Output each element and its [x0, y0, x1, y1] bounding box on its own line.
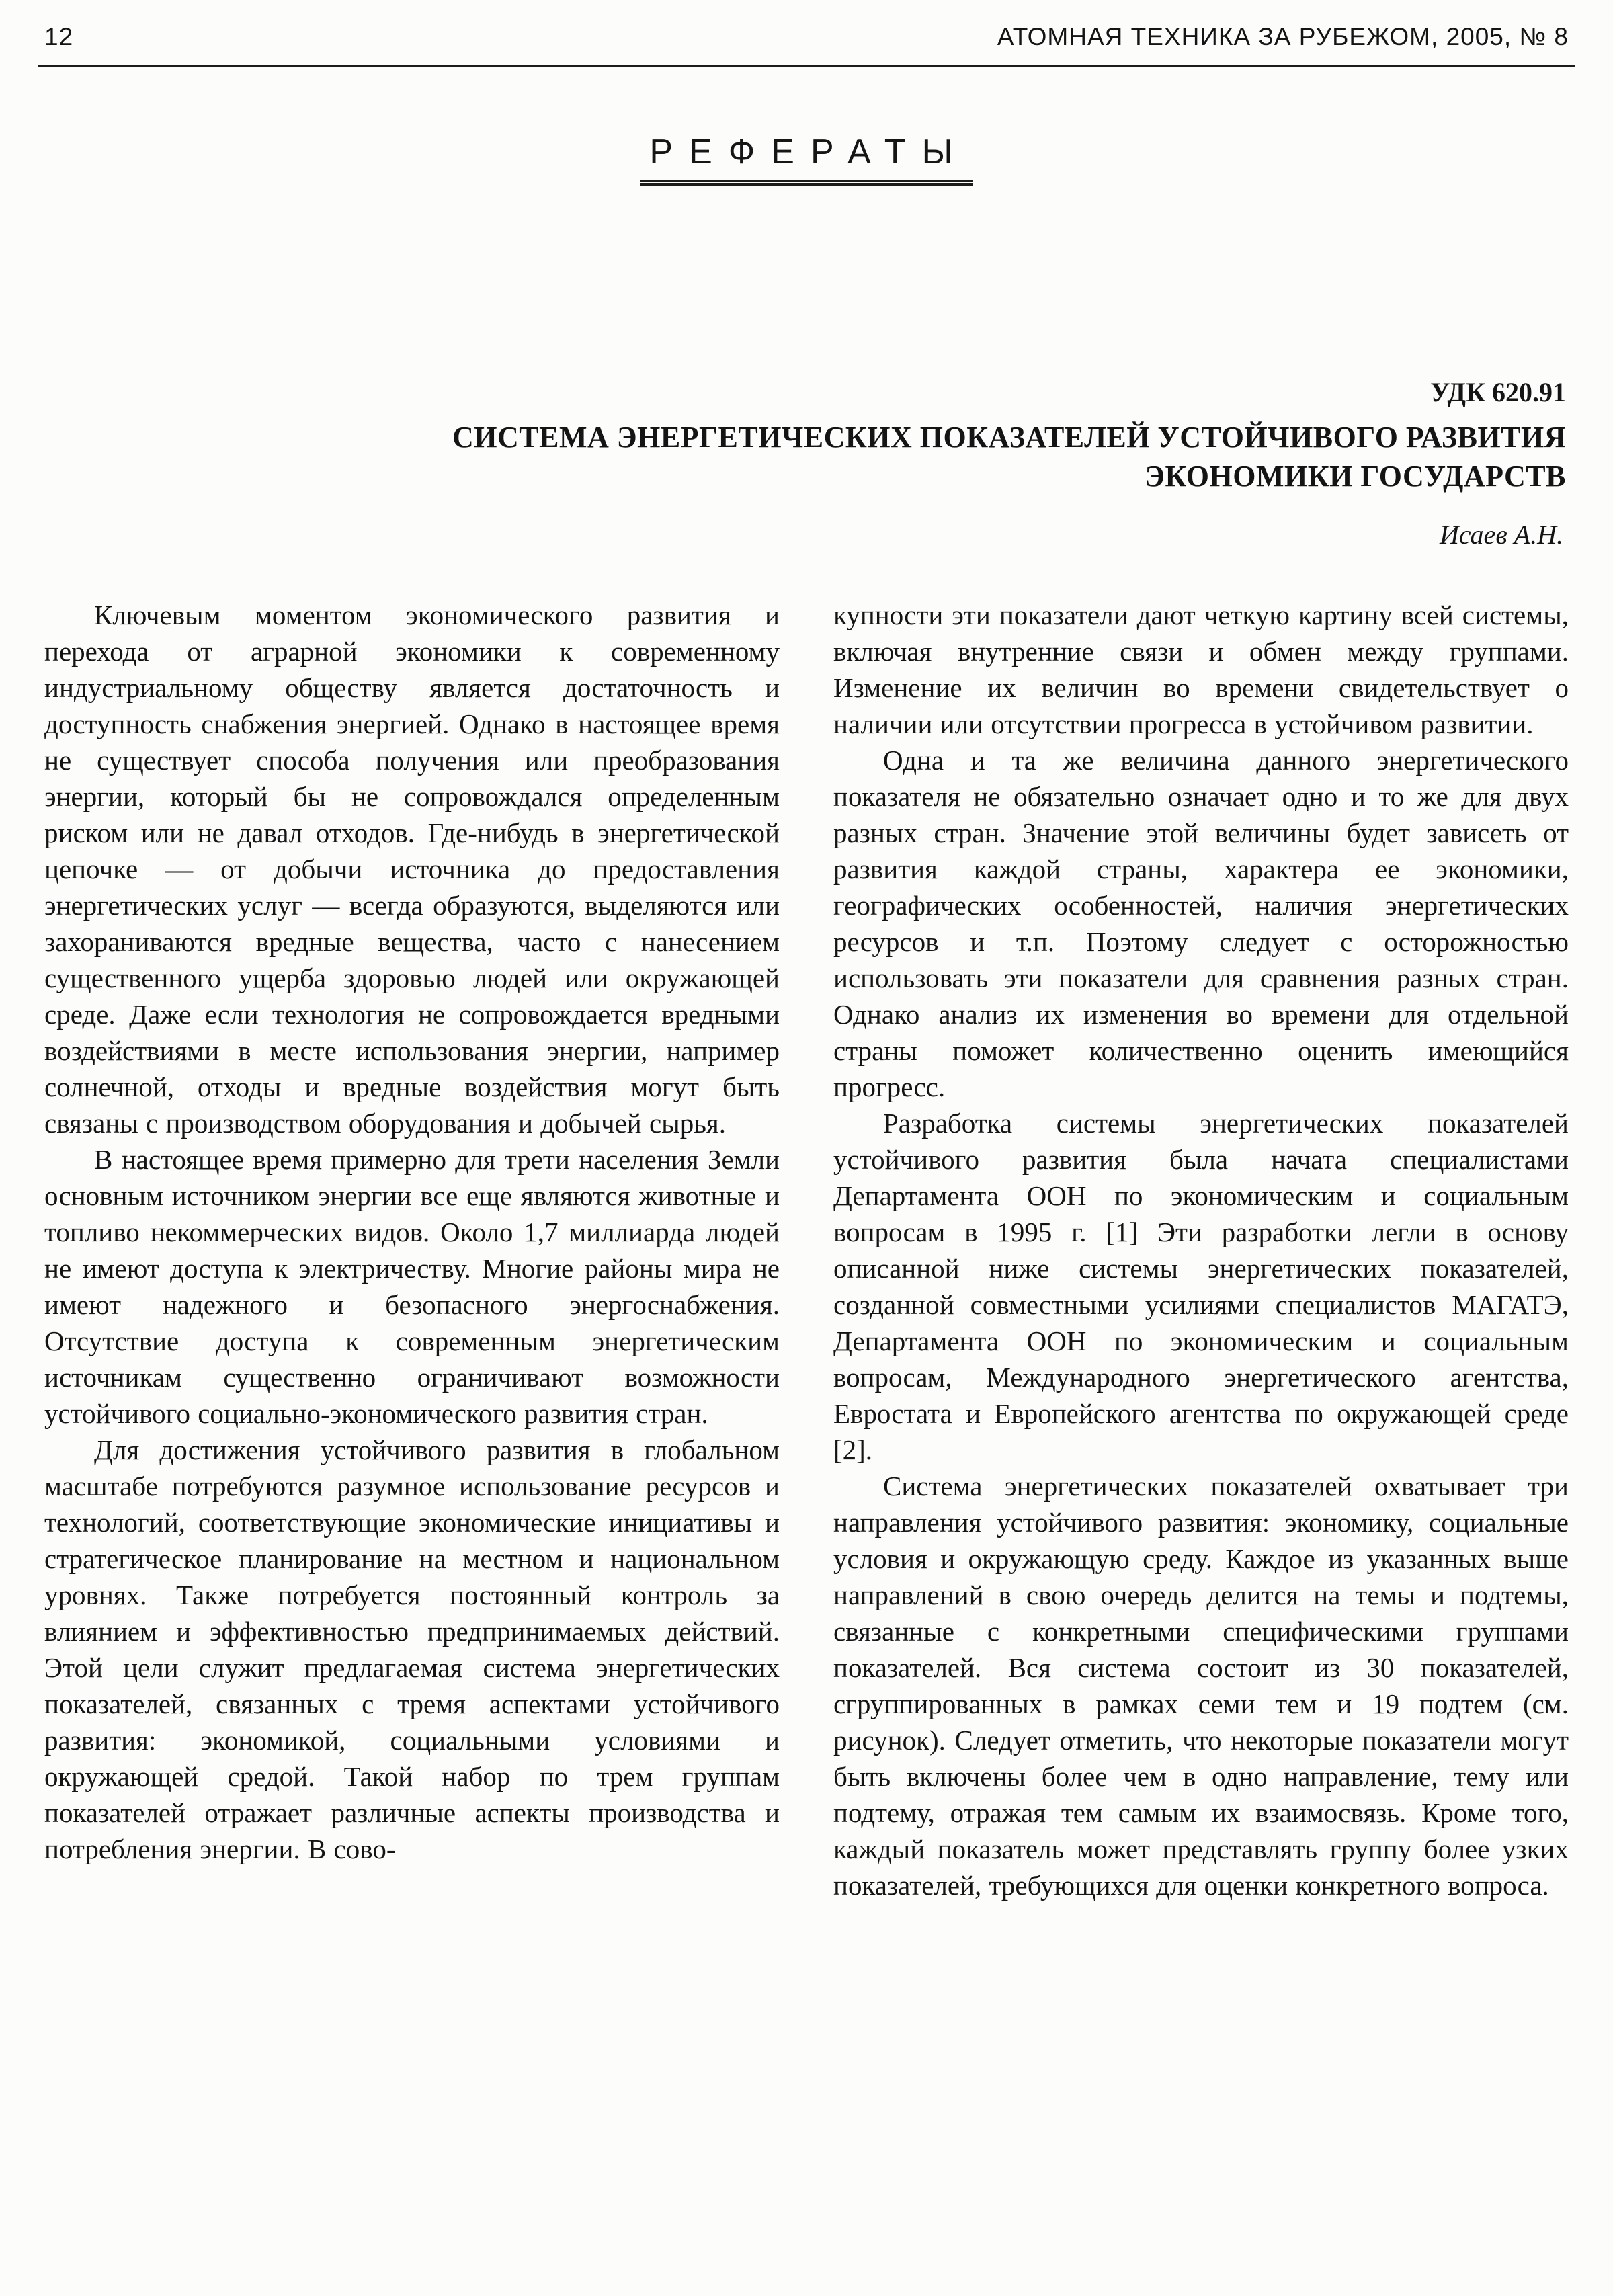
- paragraph: Разработка системы энергетических показателей устойчивого развития была начата специалистами Департамента ООН по экономическим и социальным вопросам в 1995 г. [1] Эти разработки легли в основу описанной ниже системы энергетических показателей, созданной совместными усилиями специалистов МАГАТЭ, Департамента ООН по экономическим и социальным вопросам, Международного энергетического агентства, Евростата и Европейского агентства по окружающей среде [2].: [833, 1108, 1569, 1465]
- udk-code: УДК 620.91: [1430, 377, 1566, 407]
- paragraph-continuation: купности эти показатели дают четкую картину всей системы, включая внутренние связи и обмен между группами. Изменение их величин во времени свидетельствует о наличии или отсутствии прогресса в устойчивом развитии.: [833, 600, 1569, 739]
- paragraph: Одна и та же величина данного энергетического показателя не обязательно означает одно и то же для двух разных стран. Значение этой величины будет зависеть от развития каждой страны, характера ее экономики, географических особенностей, наличия энергетических ресурсов и т.п. Поэтому следует с осторожностью использовать эти показатели для сравнения разных стран. Однако анализ их изменения во времени для отдельной страны поможет количественно оценить имеющийся прогресс.: [833, 745, 1569, 1102]
- section-title: РЕФЕРАТЫ: [640, 132, 973, 186]
- paragraph: Система энергетических показателей охватывает три направления устойчивого развития: экономику, социальные условия и окружающую среду. Каждое из указанных выше направлений в свою очередь делится на темы и подтемы, связанные с конкретными специфическими группами показателей. Вся система состоит из 30 показателей, сгруппированных в рамках семи тем и 19 подтем (см. рисунок). Следует отметить, что некоторые показатели могут быть включены более чем в одно направление, тему или подтему, отражая тем самым их взаимосвязь. Кроме того, каждый показатель может представлять группу более узких показателей, требующихся для оценки конкретного вопроса.: [833, 1471, 1569, 1901]
- article-body: [44, 597, 1569, 1903]
- page-number: 12: [44, 23, 74, 50]
- paragraph: В настоящее время примерно для трети населения Земли основным источником энергии все еще являются животные и топливо некоммерческих видов. Около 1,7 миллиарда людей не имеют доступа к электричеству. Многие районы мира не имеют надежного и безопасного энергоснабжения. Отсутствие доступа к современным энергетическим источникам существенно ограничивают возможности устойчивого социально-экономического развития стран.: [44, 1144, 780, 1429]
- paragraph: Для достижения устойчивого развития в глобальном масштабе потребуются разумное использование ресурсов и технологий, соответствующие экономические инициативы и стратегическое планирование на местном и национальном уровнях. Также потребуется постоянный контроль за влиянием и эффективностью предпринимаемых действий. Этой цели служит предлагаемая система энергетических показателей, связанных с тремя аспектами устойчивого развития: экономикой, социальными условиями и окружающей средой. Такой набор по трем группам показателей отражает различные аспекты производства и потребления энергии. В сово-: [44, 1434, 780, 1864]
- right-column: [833, 597, 1569, 1903]
- article-author: Исаев А.Н.: [1439, 520, 1563, 550]
- section-title-wrap: [0, 132, 1613, 186]
- header-rule: [38, 65, 1575, 67]
- paragraph: Ключевым моментом экономического развития и перехода от аграрной экономики к современному индустриальному обществу является достаточность и доступность снабжения энергией. Однако в настоящее время не существует способа получения или преобразования энергии, который бы не сопровождался определенным риском или не давал отходов. Где-нибудь в энергетической цепочке — от добычи источника до предоставления энергетических услуг — всегда образуются, выделяются или захораниваются вредные вещества, часто с нанесением существенного ущерба здоровью людей или окружающей среде. Даже если технология не сопровождается вредными воздействиями в месте использования энергии, например солнечной, отходы и вредные воздействия могут быть связаны с производством оборудования и добычей сырья.: [44, 600, 780, 1139]
- journal-title: АТОМНАЯ ТЕХНИКА ЗА РУБЕЖОМ, 2005, № 8: [997, 23, 1569, 50]
- running-head: [44, 23, 1569, 51]
- left-column: [44, 597, 780, 1903]
- article-title: СИСТЕМА ЭНЕРГЕТИЧЕСКИХ ПОКАЗАТЕЛЕЙ УСТОЙЧИВОГО РАЗВИТИЯ ЭКОНОМИКИ ГОСУДАРСТВ: [452, 421, 1566, 493]
